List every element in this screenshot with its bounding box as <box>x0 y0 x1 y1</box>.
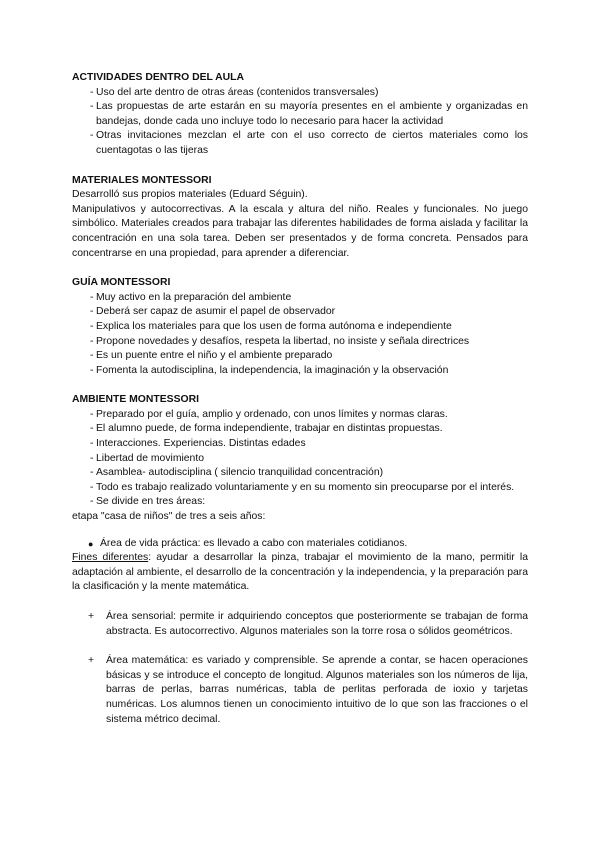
list-item: - Uso del arte dentro de otras áreas (contenidos transversales) <box>72 86 528 101</box>
list-item: - Interacciones. Experiencias. Distintas edades <box>72 437 528 452</box>
list-item: - Es un puente entre el niño y el ambiente preparado <box>72 349 528 364</box>
list-item: - Fomenta la autodisciplina, la independencia, la imaginación y la observación <box>72 364 528 379</box>
dash-mark: - <box>90 306 94 318</box>
plus-mark: + <box>88 655 95 667</box>
fines-paragraph <box>72 551 528 595</box>
dash-mark: - <box>90 481 94 493</box>
dash-mark: - <box>90 408 94 420</box>
heading-guia: GUÍA MONTESSORI <box>72 277 171 289</box>
plus-mark: + <box>88 611 95 622</box>
list-item: - Preparado por el guía, amplio y ordenado, con unos límites y normas claras. <box>72 408 528 423</box>
dash-mark: - <box>90 320 94 332</box>
bullet-mark: ● <box>88 538 94 549</box>
list-item: - Deberá ser capaz de asumir el papel de observador <box>72 305 528 320</box>
heading-ambiente: AMBIENTE MONTESSORI <box>72 394 200 406</box>
list-item: - Otras invitaciones mezclan el arte con el uso correcto de ciertos materiales como los cuentagotas o las tijeras <box>90 130 528 156</box>
list-item: - El alumno puede, de forma independiente, trabajar en distintas propuestas. <box>72 422 528 437</box>
heading-materiales: MATERIALES MONTESSORI <box>72 174 212 186</box>
list-item: - Explica los materiales para que los usen de forma autónoma e independiente <box>72 320 528 335</box>
dash-mark: - <box>90 101 94 113</box>
list-item: - Todo es trabajo realizado voluntariamente y en su momento sin preocuparse por el interés. <box>72 481 528 496</box>
dash-mark: - <box>90 291 94 303</box>
etapa-line: etapa "casa de niños" de tres a seis años: <box>72 511 266 523</box>
ambiente-list <box>72 408 528 510</box>
list-item: - Se divide en tres áreas: <box>72 495 528 510</box>
dash-mark: - <box>90 350 94 362</box>
dash-mark: - <box>90 438 94 450</box>
fines-text: : ayudar a desarrollar la pinza, trabajar el movimiento de la mano, permitir la adaptación al ambiente, el desarrollo de la concentración y la independencia, y la preparación para la clasificación y la mente matemática. <box>72 552 528 593</box>
guia-list <box>72 291 528 379</box>
list-item: - Muy activo en la preparación del ambiente <box>72 291 528 306</box>
list-item: - Las propuestas de arte estarán en su mayoría presentes en el ambiente y organizadas en bandejas, donde cada uno incluye todo lo necesario para hacer la actividad <box>90 101 528 127</box>
dash-mark: - <box>90 452 94 464</box>
dash-mark: - <box>90 423 94 435</box>
document-page <box>72 71 528 727</box>
dash-mark: - <box>90 86 94 98</box>
dash-mark: - <box>90 335 94 347</box>
area-sensorial-item: + Área sensorial: permite ir adquiriendo conceptos que posteriormente se trabajan de forma abstracta. Es autocorrectivo. Algunos materiales son la torre rosa o sólidos geométricos. <box>88 611 528 637</box>
list-item: - Propone novedades y desafíos, respeta la libertad, no insiste y señala directrices <box>72 335 528 350</box>
materiales-paragraph: Manipulativos y autocorrectivas. A la escala y altura del niño. Reales y funcionales. No juego simbólico. Materiales creados para trabajar las diferentes habilidades de forma aislada y facilitar la concentración en una sola tarea. Deben ser presentados y de forma concreta. Pensados para concentrarse en una propiedad, para aprender a diferenciar. <box>72 203 528 259</box>
actividades-list <box>72 86 528 159</box>
heading-actividades: ACTIVIDADES DENTRO DEL AULA <box>72 72 245 83</box>
list-item: - Asamblea- autodisciplina ( silencio tranquilidad concentración) <box>72 466 528 481</box>
list-item: - Libertad de movimiento <box>72 452 528 467</box>
dash-mark: - <box>90 130 94 142</box>
fines-label: Fines diferentes <box>72 552 149 564</box>
dash-mark: - <box>90 364 94 376</box>
materiales-intro: Desarrolló sus propios materiales (Eduard Séguin). <box>72 189 308 201</box>
dash-mark: - <box>90 496 94 508</box>
area-practica-item: ● Área de vida práctica: es llevado a cabo con materiales cotidianos. <box>72 537 528 552</box>
area-matematica-item: + Área matemática: es variado y comprensible. Se aprende a contar, se hacen operaciones básicas y se introduce el concepto de longitud. Algunos materiales son los números de lija, barras de perlas, barras numéricas, tabla de perlitas perforada de ioxio y tarjetas numéricas. Los alumnos tienen un conocimiento intuitivo de lo que son las fracciones o el sistema métrico decimal. <box>88 655 528 725</box>
dash-mark: - <box>90 467 94 479</box>
